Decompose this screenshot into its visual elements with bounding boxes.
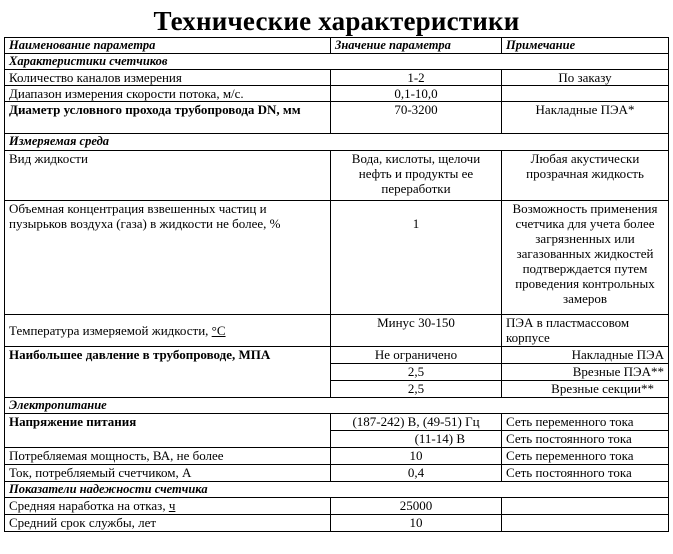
param-lifetime: Средний срок службы, лет: [5, 515, 331, 532]
note-pressure-3: Врезные секции**: [502, 381, 669, 398]
spec-table: [4, 37, 669, 532]
note-pressure-2: Врезные ПЭА**: [502, 364, 669, 381]
table-row: [5, 465, 669, 482]
table-row: [5, 414, 669, 431]
param-consumption: Потребляемая мощность, ВА, не более: [5, 448, 331, 465]
note-liquid: Любая акустически прозрачная жидкость: [502, 151, 669, 201]
table-row: [5, 498, 669, 515]
header-note: Примечание: [502, 38, 669, 54]
note-lifetime: [502, 515, 669, 532]
value-channels: 1-2: [331, 70, 502, 86]
note-diameter: Накладные ПЭА*: [502, 102, 669, 134]
section-row: [5, 54, 669, 70]
param-current: Ток, потребляемый счетчиком, А: [5, 465, 331, 482]
note-pressure-1: Накладные ПЭА: [502, 347, 669, 364]
table-row: [5, 448, 669, 465]
param-velocity: Диапазон измерения скорости потока, м/с.: [5, 86, 331, 102]
section-power: Электропитание: [5, 398, 669, 414]
note-current: Сеть постоянного тока: [502, 465, 669, 482]
page-title: Технические характеристики: [153, 6, 520, 36]
param-concentration: Объемная концентрация взвешенных частиц и пузырьков воздуха (газа) в жидкости не более, %: [5, 201, 331, 315]
section-row: [5, 134, 669, 151]
section-meter: Характеристики счетчиков: [5, 54, 669, 70]
header-value: Значение параметра: [331, 38, 502, 54]
value-concentration: 1: [331, 201, 502, 315]
param-pressure: Наибольшее давление в трубопроводе, МПА: [5, 347, 331, 398]
table-row: [5, 86, 669, 102]
section-medium: Измеряемая среда: [5, 134, 669, 151]
value-diameter: 70-3200: [331, 102, 502, 134]
note-voltage-ac: Сеть переменного тока: [502, 414, 669, 431]
value-voltage-dc: (11-14) В: [331, 431, 502, 448]
value-liquid: Вода, кислоты, щелочи нефть и продукты ее переработки: [331, 151, 502, 201]
note-velocity: [502, 86, 669, 102]
table-row: [5, 315, 669, 347]
note-consumption: Сеть переменного тока: [502, 448, 669, 465]
note-temperature: ПЭА в пластмассовом корпусе: [502, 315, 669, 347]
param-voltage: Напряжение питания: [5, 414, 331, 448]
table-row: [5, 201, 669, 315]
value-current: 0,4: [331, 465, 502, 482]
note-voltage-dc: Сеть постоянного тока: [502, 431, 669, 448]
table-row: [5, 347, 669, 364]
param-channels: Количество каналов измерения: [5, 70, 331, 86]
param-liquid: Вид жидкости: [5, 151, 331, 201]
value-pressure-3: 2,5: [331, 381, 502, 398]
value-voltage-ac: (187-242) В, (49-51) Гц: [331, 414, 502, 431]
section-row: [5, 482, 669, 498]
param-diameter: Диаметр условного прохода трубопровода DN, мм: [5, 102, 331, 134]
table-row: [5, 70, 669, 86]
note-mtbf: [502, 498, 669, 515]
value-lifetime: 10: [331, 515, 502, 532]
value-mtbf: 25000: [331, 498, 502, 515]
value-temperature: Минус 30-150: [331, 315, 502, 347]
note-channels: По заказу: [502, 70, 669, 86]
table-row: [5, 151, 669, 201]
note-concentration: Возможность применения счетчика для учета более загрязненных или загазованных жидкостей подтверждается путем проведения контрольных замеров: [502, 201, 669, 315]
header-param: Наименование параметра: [5, 38, 331, 54]
table-header-row: [5, 38, 669, 54]
param-temperature: Температура измеряемой жидкости, °C: [5, 315, 331, 347]
section-reliability: Показатели надежности счетчика: [5, 482, 669, 498]
table-row: [5, 102, 669, 134]
value-pressure-1: Не ограничено: [331, 347, 502, 364]
value-consumption: 10: [331, 448, 502, 465]
param-mtbf: Средняя наработка на отказ, ч: [5, 498, 331, 515]
section-row: [5, 398, 669, 414]
value-velocity: 0,1-10,0: [331, 86, 502, 102]
table-row: [5, 515, 669, 532]
value-pressure-2: 2,5: [331, 364, 502, 381]
